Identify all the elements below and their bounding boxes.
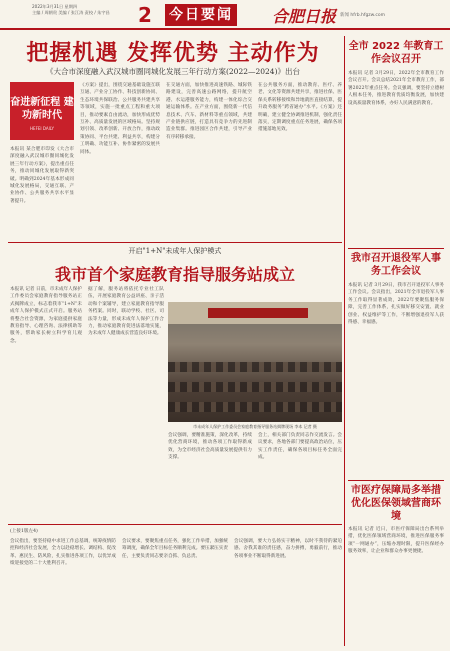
site-url: 新闻 hfrb.hfgzw.com bbox=[340, 13, 385, 18]
right-title-3: 市医疗保障局多举措优化医保领域营商环境 bbox=[351, 485, 441, 522]
masthead bbox=[0, 0, 450, 30]
right-divider bbox=[348, 248, 444, 249]
story2-body-col-1: 本报讯 记者 日前，市未成年人保护工作委员会家庭教育指导服务站正式揭牌成立，标志着我市“1+N”未成年人保护模式正式开启。服务站将整合社会资源，为家庭提供家庭教育指导、心理咨询、法律援助等服务，帮助家长树立科学育儿观念。 bbox=[10, 287, 82, 344]
right-body-1: 本报讯 记者 3月29日，2022年全市教育工作会议召开。会议总结2021年全市教育工作，部署2022年重点任务。会议强调，要坚持立德树人根本任务，推进教育优质均衡发展，加快建设高质量教育体系，办好人民满意的教育。 bbox=[348, 71, 444, 106]
lead-body-col-2: 《方案》提出，围绕交通基础设施互联互通、产业分工协作、科技创新协同、生态环境共保联治、公共服务共建共享等领域，实施一批重点工程和重大项目，推动要素自由流动，加快形成优势互补、高质量发展的区域格局。坚持规划引领、改革创新、开放合作，推动政策协同、平台共建、利益共享，构建分工明确、功能互补、协作紧密的发展共同体。 bbox=[80, 83, 160, 155]
continued-body-col-3: 会议强调，要大力弘扬实干精神，以时不我待的紧迫感、舍我其谁的责任感，奋力拼搏，勇毅前行，推动各项事业不断取得新进展。 bbox=[234, 539, 342, 559]
continued-body-col-2: 会议要求，要聚焦重点任务，强化工作举措，加强统筹调度，确保全年目标任务顺利完成。要压紧压实责任，主要负责同志要亲自抓、负总责。 bbox=[122, 539, 228, 559]
story2-headline: 我市首个家庭教育指导服务站成立 bbox=[54, 265, 295, 284]
photo-caption: 市未成年人保护工作委员会家庭教育指导服务站揭牌现场 李本 记者 摄 bbox=[193, 424, 317, 429]
right-body-3: 本报讯 记者 近日，市医疗保障局出台系列举措，优化医保领域营商环境，推进医保服务事项“一网通办”，压缩办理时限，提升医保经办服务效率，让企业和群众办事更便捷。 bbox=[348, 527, 444, 555]
photo-audience-row bbox=[168, 402, 342, 412]
event-photo bbox=[168, 302, 342, 422]
right-body-2: 本报讯 记者 3月29日，我市召开退役军人事务工作会议。会议指出，2021年全市退役军人事务工作取得显著成效，2022年要聚焦服务保障，完善工作体系，扎实做好移交安置、就业创业、权益维护等工作，不断增强退役军人获得感、幸福感。 bbox=[348, 283, 444, 326]
section-divider bbox=[8, 242, 342, 243]
date-line: 2022年3月31日 星期四 主编 / 周朝贵 美编 / 张江涛 责校 / 朱宇昌 bbox=[32, 4, 110, 15]
page-number: 2 bbox=[138, 3, 152, 27]
column-divider bbox=[344, 36, 345, 646]
section-divider bbox=[8, 524, 342, 525]
newspaper-logo: 合肥日报 bbox=[272, 7, 337, 26]
continued-label: (上接1版左4) bbox=[10, 529, 38, 534]
slogan-text: 奋进新征程 建功新时代 bbox=[10, 97, 74, 121]
photo-audience-row bbox=[168, 382, 342, 392]
right-title-2: 我市召开退役军人事务工作会议 bbox=[351, 253, 441, 277]
right-title-1: 全市 2022 年教育工作会议召开 bbox=[348, 41, 444, 65]
lead-headline: 把握机遇 发挥优势 主动作为 bbox=[26, 41, 320, 66]
story2-kicker: 开启"1+N"未成年人保护模式 bbox=[128, 247, 222, 255]
story3-body-col-1: 会议强调，要精准施策，深化改革，持续优化营商环境，推动各项工作取得新成效，为全市经济社会高质量发展提供有力支撑。 bbox=[168, 433, 252, 461]
lead-body-col-3: 在交通方面，加快推进高速铁路、城际铁路建设，完善高速公路网络，提升航空港、水运港服务能力，构建一体化综合交通运输体系。在产业方面，围绕新一代信息技术、汽车、新材料等重点领域，共建产业链供应链，打造具有竞争力的先进制造业集群。推进园区合作共建，引导产业有序转移承接。 bbox=[166, 83, 252, 140]
photo-audience-row bbox=[168, 362, 342, 372]
slogan-image bbox=[10, 82, 74, 140]
right-divider bbox=[348, 480, 444, 481]
lead-body-col-1: 本报讯 某合肥市印发《大合市深度融入武汉城市圈同城化发展三年行动方案》，提出重点任务，推动同城化发展取得新突破。明确到2024年基本形成同城化发展格局，交通互联、产业协作、公共服务共享水平显著提升。 bbox=[10, 147, 74, 204]
continued-body-col-1: 会议指出，要坚持稳中求进工作总基调，统筹疫情防控和经济社会发展，全力以赴稳增长、调结构、促改革、惠民生、防风险，扎实推进各项工作，以优异成绩迎接党的二十大胜利召开。 bbox=[10, 539, 116, 567]
story2-body-col-2: 据了解，服务站将依托专业社工队伍，开展家庭教育公益讲座、亲子活动和个案辅导，建立家庭教育指导服务档案。同时，联动学校、社区、司法等力量，形成未成年人保护工作合力，推动家庭教育促进法落地实施，为未成年人健康成长营造良好环境。 bbox=[88, 287, 164, 337]
lead-body-col-4: 在公共服务方面，推动教育、医疗、养老、文化等资源共建共享，推进社保、医保关系转移接续和异地就医直接结算，提升政务服务“跨省通办”水平。《方案》还明确，建立健全协调推进机制，强化责任落实，定期调度重点任务进展，确保各项措施落地见效。 bbox=[258, 83, 342, 133]
story3-body-col-2: 会上，相关部门负责同志作交流发言。会议要求，各地各部门要提高政治站位，压实工作责任，确保各项目标任务全面完成。 bbox=[258, 433, 342, 461]
lead-subhead: 《大合市深度融入武汉城市圈同城化发展三年行动方案(2022—2024)》出台 bbox=[45, 67, 301, 76]
slogan-sub: HEFEI DAILY bbox=[30, 126, 54, 131]
section-title: 今日要闻 bbox=[165, 4, 237, 26]
photo-banner bbox=[208, 308, 308, 318]
